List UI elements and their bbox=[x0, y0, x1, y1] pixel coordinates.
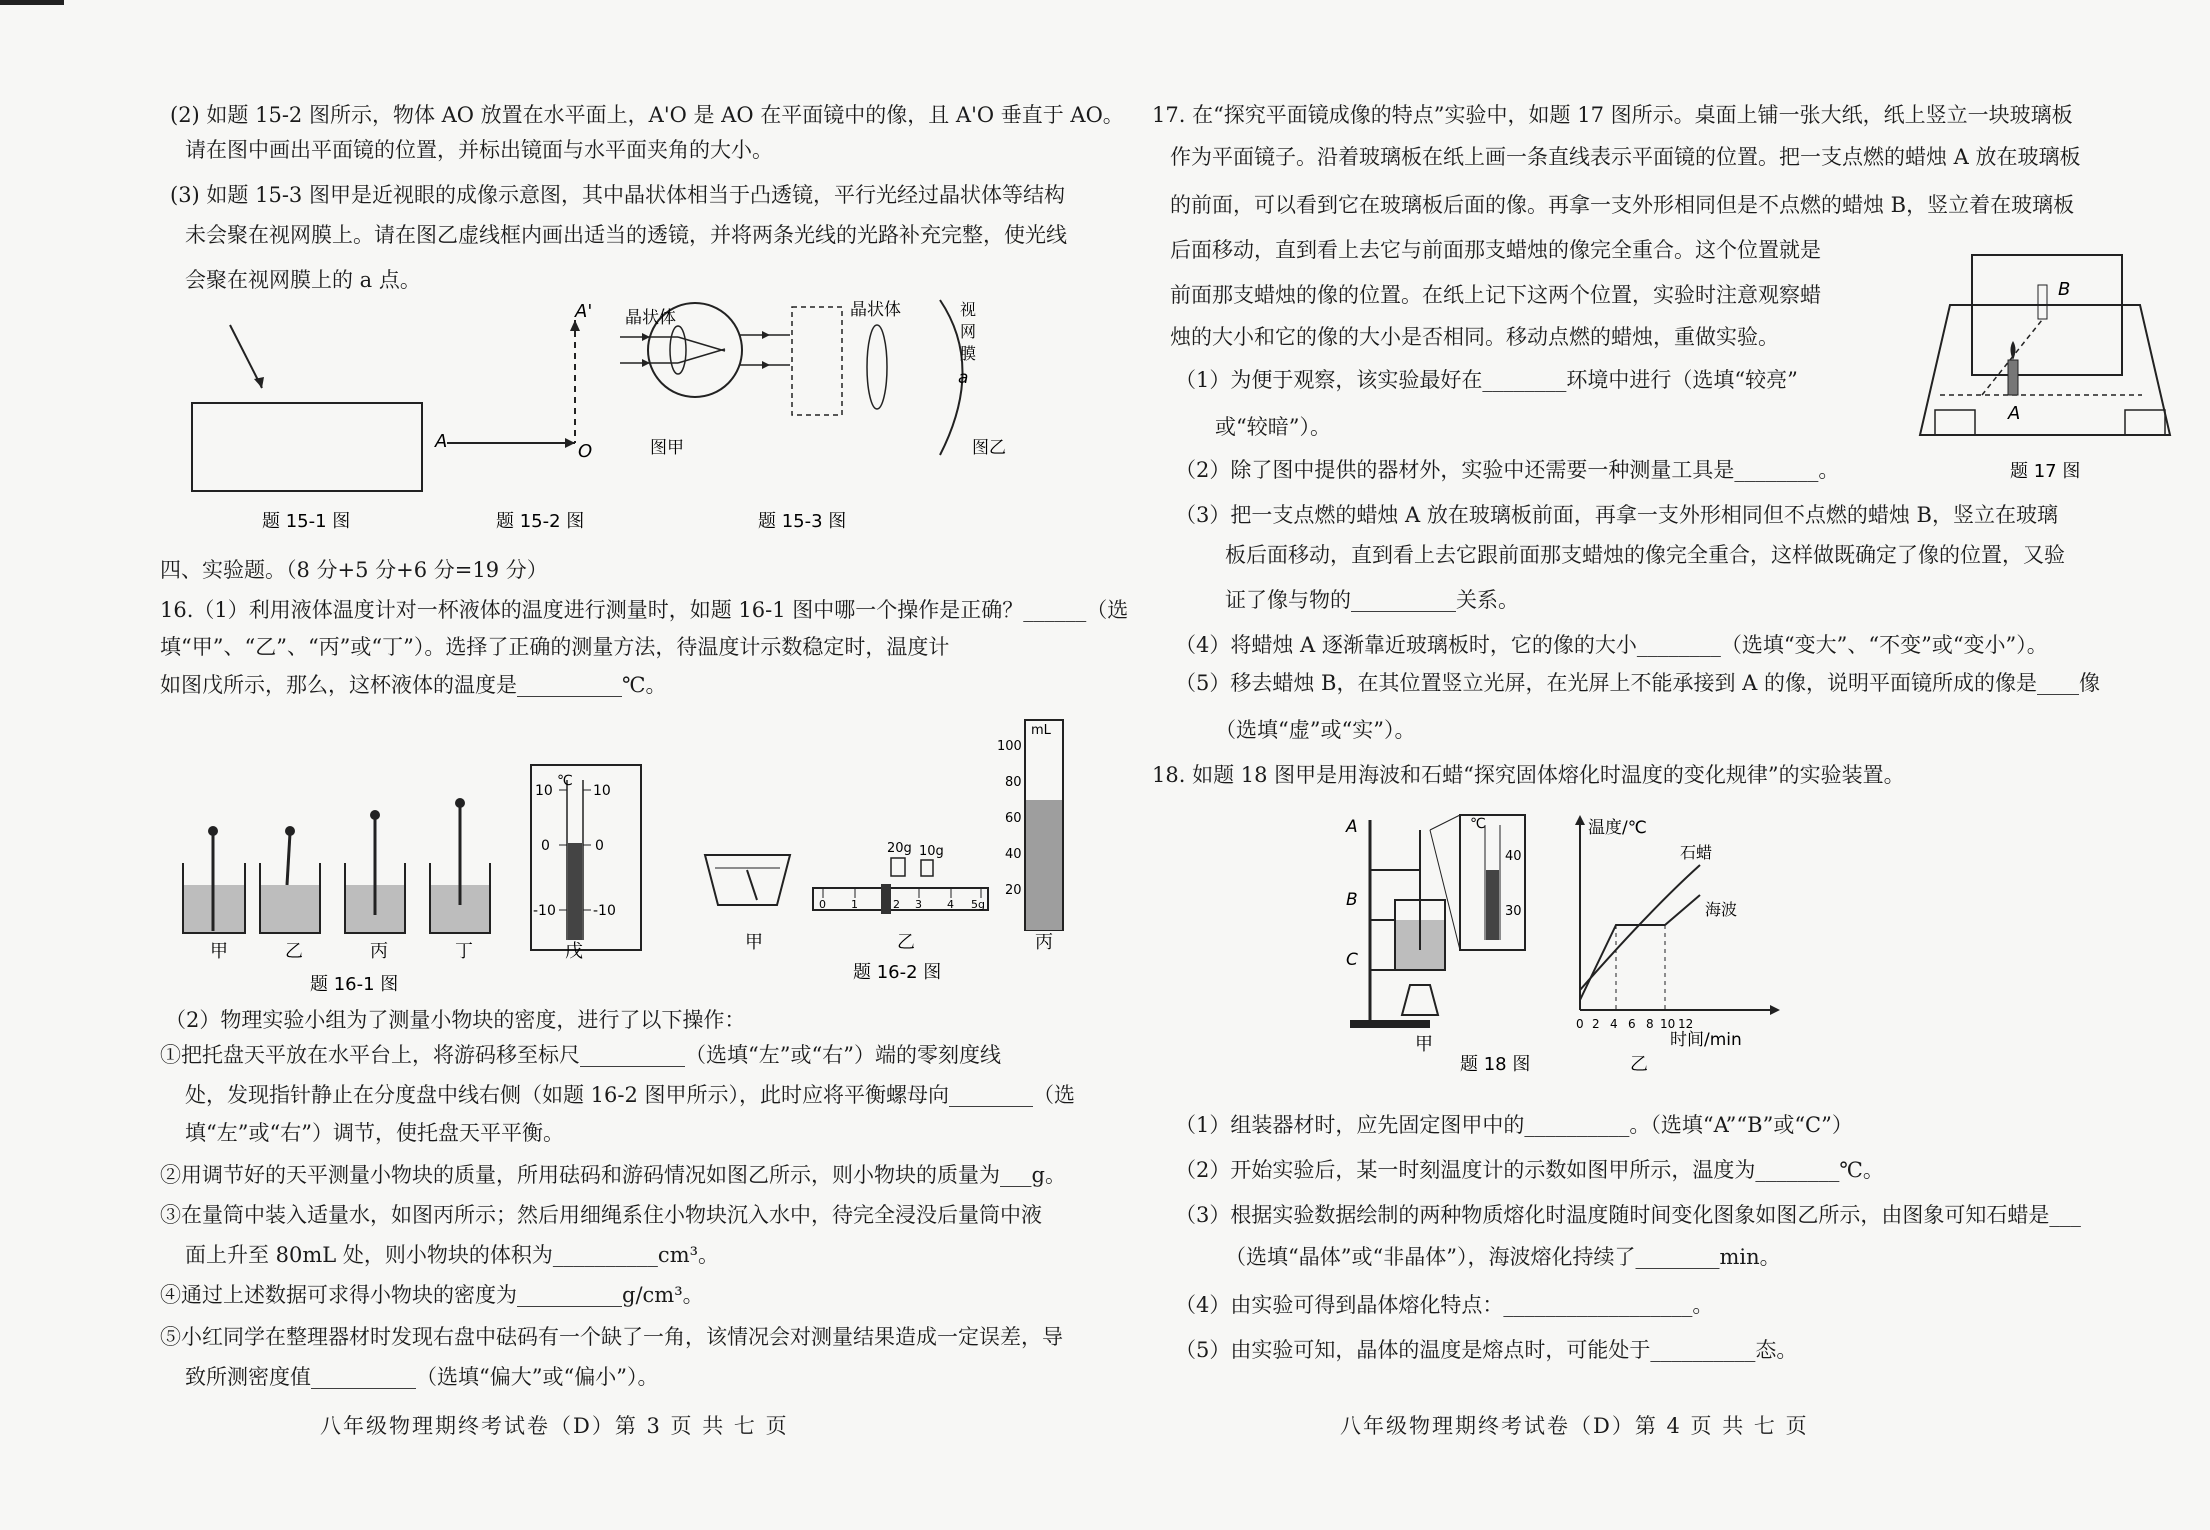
q16-1-line: 16.（1）利用液体温度计对一杯液体的温度进行测量时，如题 16-1 图中哪一个操作是正确？______（选 bbox=[160, 598, 1129, 622]
weight-10g: 10g bbox=[919, 844, 944, 859]
ruler-tick-3: 3 bbox=[915, 898, 922, 911]
q18-part: （3）根据实验数据绘制的两种物质熔化时温度随时间变化图象如图乙所示，由图象可知石蜡是___ bbox=[1175, 1203, 2081, 1227]
figure-15-3-corrected bbox=[740, 300, 1006, 458]
exam-page-4 bbox=[1130, 0, 2210, 1530]
ruler-tick-5: 5g bbox=[971, 898, 985, 911]
cyl-tick-80: 80 bbox=[1005, 775, 1022, 790]
label-jia: 甲 bbox=[745, 932, 763, 953]
x-tick-10: 10 bbox=[1660, 1017, 1676, 1031]
weight-20g: 20g bbox=[887, 841, 912, 856]
label-C: C bbox=[1346, 950, 1358, 970]
label-bing: 丙 bbox=[1035, 932, 1053, 953]
q17-intro-line: 的前面，可以看到它在玻璃板后面的像。再拿一支外形相同但是不点燃的蜡烛 B，竖立着在玻璃板 bbox=[1170, 193, 2075, 217]
q16-2-line: 致所测密度值__________（选填“偏大”或“偏小”）。 bbox=[185, 1365, 659, 1389]
x-tick-12: 12 bbox=[1678, 1017, 1694, 1031]
cyl-tick-100: 100 bbox=[997, 739, 1022, 754]
label-retina-2: 网 bbox=[960, 322, 977, 341]
q16-1-line: 如图戊所示，那么，这杯液体的温度是__________℃。 bbox=[160, 673, 667, 697]
label-point-a: a bbox=[958, 368, 969, 388]
figure-15-3-eye bbox=[620, 303, 742, 458]
x-tick-2: 2 bbox=[1592, 1017, 1600, 1031]
label-A-prime: A' bbox=[575, 301, 593, 322]
label-O: O bbox=[578, 441, 593, 462]
q17-intro-line: 17. 在“探究平面镜成像的特点”实验中，如题 17 图所示。桌面上铺一张大纸，纸上竖立一块玻璃板 bbox=[1152, 103, 2073, 127]
ruler-yi bbox=[813, 841, 988, 914]
graph-xlabel: 时间/min bbox=[1670, 1030, 1742, 1050]
q18-intro: 18. 如题 18 图甲是用海波和石蜡“探究固体熔化时温度的变化规律”的实验装置。 bbox=[1152, 763, 1905, 787]
scale-tick-0: 0 bbox=[541, 838, 550, 854]
q17-intro-line: 前面那支蜡烛的像的位置。在纸上记下这两个位置，实验时注意观察蜡 bbox=[1170, 283, 1821, 307]
figure-15-2 bbox=[434, 301, 592, 462]
scale-tick-minus10-right: -10 bbox=[593, 903, 616, 919]
scale-tick-10-right: 10 bbox=[593, 783, 611, 799]
q16-2-line: 填“左”或“右”）调节，使托盘天平平衡。 bbox=[185, 1121, 564, 1145]
scale-tick-minus10: -10 bbox=[533, 903, 556, 919]
q15-2-line: 请在图中画出平面镜的位置，并标出镜面与水平面夹角的大小。 bbox=[185, 138, 773, 162]
section-4-heading: 四、实验题。（8 分+5 分+6 分=19 分） bbox=[160, 558, 548, 582]
q18-part: （选填“晶体”或“非晶体”），海波熔化持续了________min。 bbox=[1225, 1245, 1781, 1269]
q17-part: 证了像与物的__________关系。 bbox=[1225, 588, 1519, 612]
figure-18 bbox=[1320, 800, 1940, 1090]
caption-16-2: 题 16-2 图 bbox=[853, 962, 942, 983]
q16-2-line: 面上升至 80mL 处，则小物块的体积为__________cm³。 bbox=[185, 1243, 720, 1267]
cyl-tick-60: 60 bbox=[1005, 811, 1022, 826]
label-bing: 丙 bbox=[370, 941, 388, 962]
q18-part: （5）由实验可知，晶体的温度是熔点时，可能处于__________态。 bbox=[1175, 1338, 1798, 1362]
footer-page-4: 八年级物理期终考试卷（D）第 4 页 共 七 页 bbox=[1340, 1414, 1809, 1438]
series-label-wax: 石蜡 bbox=[1680, 843, 1713, 862]
q17-part: （选填“虚”或“实”）。 bbox=[1215, 718, 1416, 742]
q17-intro-line: 后面移动，直到看上去它与前面那支蜡烛的像完全重合。这个位置就是 bbox=[1170, 238, 1821, 262]
balance-scale-jia bbox=[705, 855, 790, 905]
q17-part: 板后面移动，直到看上去它跟前面那支蜡烛的像完全重合，这样做既确定了像的位置，又验 bbox=[1225, 543, 2065, 567]
label-candle-A: A bbox=[2008, 403, 2021, 424]
x-tick-6: 6 bbox=[1628, 1017, 1636, 1031]
ruler-tick-4: 4 bbox=[947, 898, 954, 911]
x-tick-0: 0 bbox=[1576, 1017, 1584, 1031]
q17-part: （5）移去蜡烛 B，在其位置竖立光屏，在光屏上不能承接到 A 的像，说明平面镜所成的像是____像 bbox=[1175, 671, 2100, 695]
scale-tick-0-right: 0 bbox=[595, 838, 604, 854]
label-tu-yi: 图乙 bbox=[972, 438, 1006, 458]
beaker-jia bbox=[183, 826, 245, 933]
label-retina-3: 膜 bbox=[960, 344, 977, 363]
caption-17: 题 17 图 bbox=[2010, 461, 2081, 482]
graduated-cylinder-bing bbox=[997, 720, 1063, 930]
q15-3-line: (3) 如题 15-3 图甲是近视眼的成像示意图，其中晶状体相当于凸透镜，平行光经过晶状体等结构 bbox=[170, 183, 1065, 207]
cylinder-unit: mL bbox=[1031, 723, 1051, 738]
figure-15-1 bbox=[192, 325, 422, 491]
q18-part: （2）开始实验后，某一时刻温度计的示数如图甲所示，温度为________℃。 bbox=[1175, 1158, 1884, 1182]
label-jia: 甲 bbox=[1415, 1034, 1433, 1055]
x-tick-8: 8 bbox=[1646, 1017, 1654, 1031]
x-tick-4: 4 bbox=[1610, 1017, 1618, 1031]
label-A: A bbox=[435, 431, 448, 452]
label-tu-jia: 图甲 bbox=[650, 438, 684, 458]
beaker-bing bbox=[345, 810, 405, 933]
label-yi: 乙 bbox=[1630, 1054, 1648, 1075]
q17-part: （2）除了图中提供的器材外，实验中还需要一种测量工具是________。 bbox=[1175, 458, 1840, 482]
figure-17 bbox=[1890, 245, 2200, 485]
label-yi: 乙 bbox=[897, 932, 915, 953]
label-B: B bbox=[1346, 890, 1358, 910]
apparatus-jia bbox=[1345, 815, 1525, 1055]
label-jia: 甲 bbox=[210, 941, 228, 962]
q17-part: 或“较暗”）。 bbox=[1215, 415, 1331, 439]
q16-2-line: 处，发现指针静止在分度盘中线右侧（如题 16-2 图甲所示），此时应将平衡螺母向________（选 bbox=[185, 1083, 1076, 1107]
beaker-ding bbox=[430, 798, 490, 933]
figure-16-2 bbox=[695, 710, 1085, 990]
q18-part: （4）由实验可得到晶体熔化特点：__________________。 bbox=[1175, 1293, 1714, 1317]
q17-part: （1）为便于观察，该实验最好在________环境中进行（选填“较亮” bbox=[1175, 368, 1798, 392]
q16-2-line: ①把托盘天平放在水平台上，将游码移至标尺__________（选填“左”或“右”）端的零刻度线 bbox=[160, 1043, 1001, 1067]
caption-15-2: 题 15-2 图 bbox=[496, 511, 585, 530]
q16-2-line: ④通过上述数据可求得小物块的密度为__________g/cm³。 bbox=[160, 1283, 704, 1307]
cyl-tick-20: 20 bbox=[1005, 883, 1022, 898]
ruler-tick-2: 2 bbox=[893, 898, 900, 911]
caption-15-3: 题 15-3 图 bbox=[758, 511, 847, 530]
cyl-tick-40: 40 bbox=[1005, 847, 1022, 862]
q18-part: （1）组装器材时，应先固定图甲中的__________。（选填“A”“B”或“C”） bbox=[1175, 1113, 1853, 1137]
q16-1-line: 填“甲”、“乙”、“丙”或“丁”）。选择了正确的测量方法，待温度计示数稳定时，温度计 bbox=[160, 635, 950, 659]
q17-intro-line: 作为平面镜子。沿着玻璃板在纸上画一条直线表示平面镜的位置。把一支点燃的蜡烛 A 放在玻璃板 bbox=[1170, 145, 2081, 169]
label-lens-yi: 晶状体 bbox=[850, 300, 901, 320]
thermo-tick-30: 30 bbox=[1505, 904, 1522, 919]
label-ding: 丁 bbox=[455, 941, 473, 962]
ruler-tick-0: 0 bbox=[819, 898, 826, 911]
scale-unit: ℃ bbox=[557, 773, 573, 789]
q17-part: （4）将蜡烛 A 逐渐靠近玻璃板时，它的像的大小________（选填“变大”、“不变”或“变小”）。 bbox=[1175, 633, 2048, 657]
scale-tick-10: 10 bbox=[535, 783, 553, 799]
beaker-yi bbox=[260, 826, 320, 933]
melting-graph-yi bbox=[1575, 815, 1780, 1075]
graph-ylabel: 温度/℃ bbox=[1588, 818, 1647, 838]
figure-16-1 bbox=[175, 705, 670, 995]
series-label-hypo: 海波 bbox=[1705, 900, 1738, 919]
footer-page-3: 八年级物理期终考试卷（D）第 3 页 共 七 页 bbox=[320, 1414, 789, 1438]
caption-15-1: 题 15-1 图 bbox=[262, 511, 351, 530]
label-candle-B: B bbox=[2058, 279, 2071, 300]
thermometer-wu bbox=[531, 765, 641, 950]
q15-2-line: (2) 如题 15-2 图所示，物体 AO 放置在水平面上，A'O 是 AO 在平面镜中的像，且 A'O 垂直于 AO。 bbox=[170, 103, 1124, 127]
label-A: A bbox=[1346, 817, 1358, 837]
label-retina-1: 视 bbox=[960, 300, 977, 319]
caption-18: 题 18 图 bbox=[1460, 1054, 1531, 1075]
label-yi: 乙 bbox=[285, 941, 303, 962]
q17-part: （3）把一支点燃的蜡烛 A 放在玻璃板前面，再拿一支外形相同但不点燃的蜡烛 B，竖立在玻璃 bbox=[1175, 503, 2058, 527]
label-lens-jia: 晶状体 bbox=[625, 308, 676, 328]
q16-2-line: ②用调节好的天平测量小物块的质量，所用砝码和游码情况如图乙所示，则小物块的质量为___g。 bbox=[160, 1163, 1066, 1187]
figure-15 bbox=[180, 295, 1120, 530]
q16-2-line: ⑤小红同学在整理器材时发现右盘中砝码有一个缺了一角，该情况会对测量结果造成一定误差，导 bbox=[160, 1325, 1063, 1349]
q17-intro-line: 烛的大小和它的像的大小是否相同。移动点燃的蜡烛，重做实验。 bbox=[1170, 325, 1779, 349]
q15-3-line: 会聚在视网膜上的 a 点。 bbox=[185, 268, 421, 292]
q16-2-line: （2）物理实验小组为了测量小物块的密度，进行了以下操作： bbox=[165, 1008, 746, 1032]
q16-2-line: ③在量筒中装入适量水，如图丙所示；然后用细绳系住小物块沉入水中，待完全浸没后量筒中液 bbox=[160, 1203, 1042, 1227]
q15-3-line: 未会聚在视网膜上。请在图乙虚线框内画出适当的透镜，并将两条光线的光路补充完整，使光线 bbox=[185, 223, 1067, 247]
ruler-tick-1: 1 bbox=[851, 898, 858, 911]
thermo-unit: ℃ bbox=[1470, 816, 1486, 832]
thermo-tick-40: 40 bbox=[1505, 849, 1522, 864]
label-wu: 戊 bbox=[565, 941, 583, 962]
caption-16-1: 题 16-1 图 bbox=[310, 974, 399, 995]
